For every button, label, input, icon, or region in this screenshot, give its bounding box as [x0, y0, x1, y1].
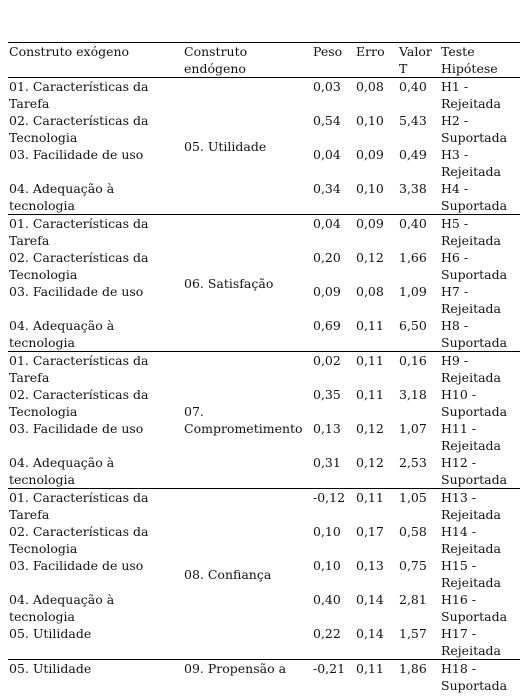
cell-t-value: 5,43: [399, 113, 427, 128]
cell-endogenous: 09. Propensão a: [184, 661, 287, 676]
cell-error: 0,17: [356, 524, 384, 539]
cell-weight: 0,20: [313, 250, 341, 265]
cell-error: 0,12: [356, 421, 384, 436]
cell-exogenous: 04. Adequação à tecnologia: [9, 318, 115, 350]
cell-weight: 0,13: [313, 421, 341, 436]
cell-weight: 0,10: [313, 524, 341, 539]
cell-exogenous: 03. Facilidade de uso: [9, 558, 144, 573]
header-endogenous: Construto endógeno: [184, 44, 248, 76]
table-row: [8, 489, 520, 524]
cell-weight: 0,04: [313, 216, 341, 231]
header-weight: Peso: [313, 44, 343, 59]
cell-exogenous: 03. Facilidade de uso: [9, 147, 144, 162]
cell-error: 0,08: [356, 79, 384, 94]
table-row: [8, 660, 520, 695]
cell-exogenous: 02. Características da Tecnologia: [9, 250, 149, 282]
cell-exogenous: 01. Características da Tarefa: [9, 216, 149, 248]
cell-t-value: 0,16: [399, 353, 427, 368]
cell-t-value: 1,86: [399, 661, 427, 676]
header-hypothesis-test: Teste Hipótese: [441, 44, 498, 76]
cell-t-value: 0,40: [399, 216, 427, 231]
cell-endogenous: 05. Utilidade: [184, 138, 267, 154]
cell-t-value: 0,49: [399, 147, 427, 162]
hypothesis-test-table: [8, 42, 520, 694]
header-row: [8, 43, 520, 78]
cell-t-value: 1,07: [399, 421, 427, 436]
cell-weight: -0,12: [313, 490, 346, 505]
cell-hypothesis-result: H8 - Suportada: [441, 318, 508, 350]
cell-t-value: 1,57: [399, 626, 427, 641]
cell-endogenous: 06. Satisfação: [184, 275, 274, 291]
cell-weight: 0,10: [313, 558, 341, 573]
cell-error: 0,11: [356, 318, 384, 333]
cell-t-value: 1,05: [399, 490, 427, 505]
cell-hypothesis-result: H3 - Rejeitada: [441, 147, 502, 179]
header-error: Erro: [356, 44, 385, 59]
cell-weight: 0,22: [313, 626, 341, 641]
header-t-value: Valor T: [399, 44, 432, 76]
cell-exogenous: 04. Adequação à tecnologia: [9, 455, 115, 487]
cell-error: 0,12: [356, 250, 384, 265]
cell-weight: -0,21: [313, 661, 346, 676]
cell-exogenous: 02. Características da Tecnologia: [9, 524, 149, 556]
cell-error: 0,13: [356, 558, 384, 573]
cell-t-value: 6,50: [399, 318, 427, 333]
cell-error: 0,11: [356, 387, 384, 402]
cell-t-value: 2,53: [399, 455, 427, 470]
cell-error: 0,11: [356, 353, 384, 368]
table-row: [8, 352, 520, 387]
table-group: [8, 352, 520, 489]
cell-weight: 0,09: [313, 284, 341, 299]
table-group: [8, 215, 520, 352]
cell-weight: 0,34: [313, 181, 341, 196]
cell-exogenous: 03. Facilidade de uso: [9, 284, 144, 299]
cell-hypothesis-result: H9 - Rejeitada: [441, 353, 502, 385]
cell-t-value: 0,40: [399, 79, 427, 94]
cell-hypothesis-result: H1 - Rejeitada: [441, 79, 502, 111]
cell-error: 0,10: [356, 113, 384, 128]
cell-exogenous: 02. Características da Tecnologia: [9, 113, 149, 145]
cell-exogenous: 04. Adequação à tecnologia: [9, 181, 115, 213]
cell-error: 0,11: [356, 661, 384, 676]
cell-weight: 0,54: [313, 113, 341, 128]
cell-t-value: 3,18: [399, 387, 427, 402]
cell-weight: 0,69: [313, 318, 341, 333]
cell-exogenous: 05. Utilidade: [9, 626, 92, 641]
cell-hypothesis-result: H6 - Suportada: [441, 250, 508, 282]
cell-hypothesis-result: H11 - Rejeitada: [441, 421, 502, 453]
cell-hypothesis-result: H2 - Suportada: [441, 113, 508, 145]
table-group: [8, 660, 520, 695]
cell-exogenous: 04. Adequação à tecnologia: [9, 592, 115, 624]
cell-weight: 0,40: [313, 592, 341, 607]
table-row: [8, 215, 520, 250]
cell-weight: 0,03: [313, 79, 341, 94]
cell-t-value: 1,66: [399, 250, 427, 265]
cell-hypothesis-result: H18 - Suportada: [441, 661, 508, 693]
cell-hypothesis-result: H7 - Rejeitada: [441, 284, 502, 316]
cell-exogenous: 05. Utilidade: [9, 661, 92, 676]
cell-t-value: 2,81: [399, 592, 427, 607]
cell-weight: 0,02: [313, 353, 341, 368]
cell-hypothesis-result: H12 - Suportada: [441, 455, 508, 487]
cell-weight: 0,04: [313, 147, 341, 162]
cell-hypothesis-result: H17 - Rejeitada: [441, 626, 502, 658]
cell-hypothesis-result: H4 - Suportada: [441, 181, 508, 213]
cell-exogenous: 01. Características da Tarefa: [9, 353, 149, 385]
table-group: [8, 78, 520, 215]
cell-endogenous: 07. Comprometimento: [184, 404, 303, 436]
cell-error: 0,10: [356, 181, 384, 196]
cell-weight: 0,31: [313, 455, 341, 470]
cell-t-value: 3,38: [399, 181, 427, 196]
cell-hypothesis-result: H15 - Rejeitada: [441, 558, 502, 590]
cell-exogenous: 01. Características da Tarefa: [9, 79, 149, 111]
cell-weight: 0,35: [313, 387, 341, 402]
table-group: [8, 489, 520, 660]
cell-error: 0,09: [356, 147, 384, 162]
cell-error: 0,14: [356, 592, 384, 607]
cell-error: 0,08: [356, 284, 384, 299]
cell-hypothesis-result: H10 - Suportada: [441, 387, 508, 419]
cell-endogenous: 08. Confiança: [184, 566, 272, 582]
cell-hypothesis-result: H14 - Rejeitada: [441, 524, 502, 556]
cell-t-value: 0,58: [399, 524, 427, 539]
cell-error: 0,09: [356, 216, 384, 231]
cell-t-value: 1,09: [399, 284, 427, 299]
cell-error: 0,11: [356, 490, 384, 505]
table-row: [8, 78, 520, 113]
cell-exogenous: 01. Características da Tarefa: [9, 490, 149, 522]
header-exogenous: Construto exógeno: [9, 44, 130, 59]
cell-exogenous: 02. Características da Tecnologia: [9, 387, 149, 419]
cell-error: 0,12: [356, 455, 384, 470]
table-header: [8, 43, 520, 78]
cell-hypothesis-result: H5 - Rejeitada: [441, 216, 502, 248]
cell-t-value: 0,75: [399, 558, 427, 573]
cell-error: 0,14: [356, 626, 384, 641]
cell-exogenous: 03. Facilidade de uso: [9, 421, 144, 436]
cell-hypothesis-result: H16 - Suportada: [441, 592, 508, 624]
cell-hypothesis-result: H13 - Rejeitada: [441, 490, 502, 522]
